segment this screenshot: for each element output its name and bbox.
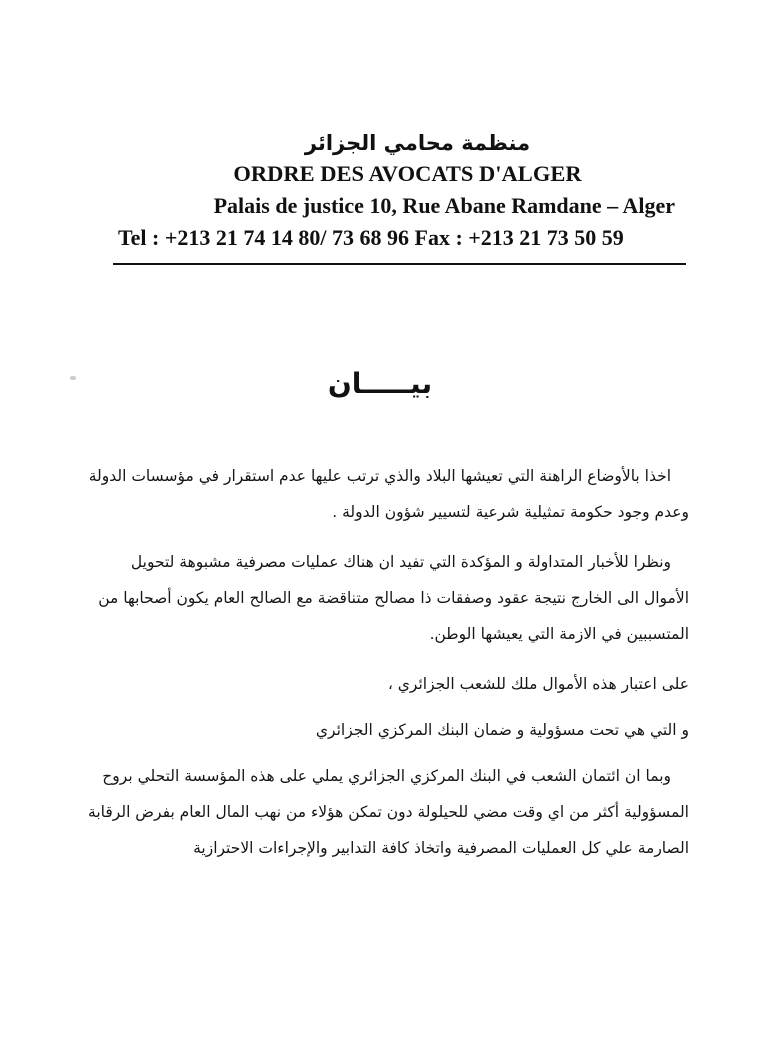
- letterhead-address: Palais de justice 10, Rue Abane Ramdane – Alger: [213, 193, 675, 218]
- paragraph-5: وبما ان ائتمان الشعب في البنك المركزي الجزائري يملي على هذه المؤسسة التحلي بروح المسؤولية أكثر من اي وقت مضي للحيلولة دون تمكن هؤلاء من نهب المال العام بفرض الرقابة الصارمة علي كل العمليات المصرفية واتخاذ كافة التدابير والإجراءات الاحترازية: [88, 767, 689, 857]
- letterhead: [110, 128, 685, 254]
- letterhead-divider: [113, 263, 686, 265]
- letterhead-arabic-name: منظمة محامي الجزائر: [304, 131, 531, 155]
- paragraph-1: اخذا بالأوضاع الراهنة التي تعيشها البلاد والذي ترتب عليها عدم استقرار في مؤسسات الدولة وعدم وجود حكومة تمثيلية شرعية لتسيير شؤون الدولة .: [88, 467, 689, 521]
- paragraph-2: ونظرا للأخبار المتداولة و المؤكدة التي تفيد ان هناك عمليات مصرفية مشبوهة لتحويل الأموال الى الخارج نتيجة عقود وصفقات ذا مصالح متناقضة مع الصالح العام يكون أصحابها من المتسببين في الازمة التي يعيشها الوطن.: [98, 553, 689, 643]
- letterhead-french-name: ORDRE DES AVOCATS D'ALGER: [233, 161, 582, 186]
- letterhead-contact: Tel : +213 21 74 14 80/ 73 68 96 Fax : +213 21 73 50 59: [118, 225, 624, 250]
- document-title: بيـــــان: [327, 367, 433, 400]
- paragraph-3: على اعتبار هذه الأموال ملك للشعب الجزائري ،: [387, 675, 689, 693]
- scan-speck: [70, 376, 76, 380]
- document-body: [84, 458, 689, 880]
- paragraph-4: و التي هي تحت مسؤولية و ضمان البنك المركزي الجزائري: [315, 721, 689, 739]
